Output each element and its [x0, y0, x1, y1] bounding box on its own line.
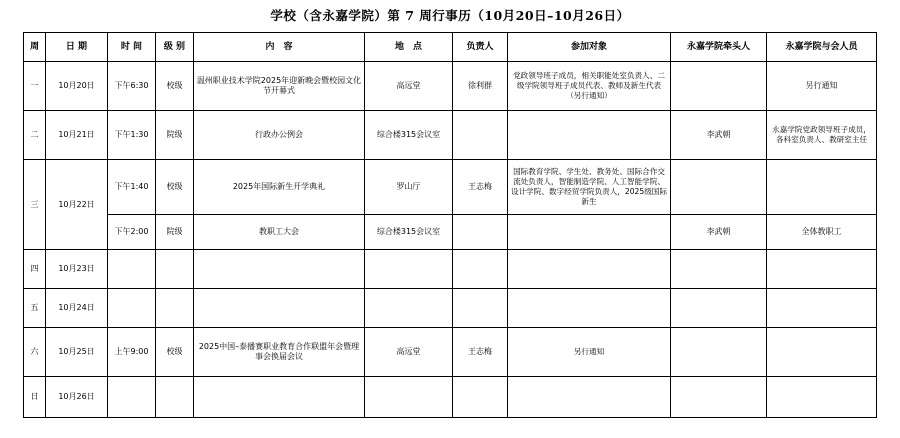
- yj-lead-cell: [671, 250, 767, 289]
- schedule-table: [23, 32, 877, 418]
- time-cell: 下午1:40: [108, 160, 156, 215]
- yj-members-cell: [767, 160, 877, 215]
- yj-members-cell: [767, 250, 877, 289]
- header-yj-lead: 永嘉学院牵头人: [671, 33, 767, 62]
- week-cell: 五: [24, 289, 46, 328]
- time-cell: [108, 289, 156, 328]
- place-cell: 综合楼315会议室: [365, 111, 453, 160]
- header-level: 级 别: [156, 33, 194, 62]
- table-row: [24, 215, 877, 250]
- owner-cell: [453, 289, 508, 328]
- week-cell: 六: [24, 328, 46, 377]
- date-cell: 10月24日: [46, 289, 108, 328]
- level-cell: 校级: [156, 328, 194, 377]
- page-title: 学校（含永嘉学院）第 7 周行事历（10月20日–10月26日）: [270, 8, 630, 23]
- yj-members-cell: [767, 377, 877, 418]
- level-cell: 院级: [156, 111, 194, 160]
- attendees-cell: 另行通知: [508, 328, 671, 377]
- level-cell: [156, 250, 194, 289]
- yj-members-cell: 永嘉学院党政领导班子成员，各科室负责人、教研室主任: [767, 111, 877, 160]
- level-cell: 院级: [156, 215, 194, 250]
- week-cell: 日: [24, 377, 46, 418]
- yj-lead-cell: [671, 289, 767, 328]
- header-owner: 负责人: [453, 33, 508, 62]
- content-cell: [194, 250, 365, 289]
- place-cell: [365, 289, 453, 328]
- table-row: [24, 111, 877, 160]
- time-cell: 下午2:00: [108, 215, 156, 250]
- yj-members-cell: [767, 328, 877, 377]
- table-row: [24, 160, 877, 215]
- yj-lead-cell: [671, 377, 767, 418]
- yj-members-cell: 另行通知: [767, 62, 877, 111]
- date-cell: 10月22日: [46, 160, 108, 250]
- header-attendees: 参加对象: [508, 33, 671, 62]
- owner-cell: [453, 111, 508, 160]
- content-cell: 行政办公例会: [194, 111, 365, 160]
- date-cell: 10月20日: [46, 62, 108, 111]
- yj-lead-cell: 李武朝: [671, 111, 767, 160]
- content-cell: 2025中国–泰播赛职业教育合作联盟年会暨理事会换届会议: [194, 328, 365, 377]
- table-row: [24, 289, 877, 328]
- attendees-cell: [508, 289, 671, 328]
- date-cell: 10月23日: [46, 250, 108, 289]
- owner-cell: [453, 377, 508, 418]
- attendees-cell: 国际教育学院、学生处、教务处、国际合作交流处负责人，智能制造学院、人工智能学院、设计学院、数字经贸学院负责人，2025级国际新生: [508, 160, 671, 215]
- attendees-cell: [508, 111, 671, 160]
- header-place: 地 点: [365, 33, 453, 62]
- content-cell: [194, 289, 365, 328]
- table-row: [24, 250, 877, 289]
- owner-cell: 王志梅: [453, 160, 508, 215]
- header-time: 时 间: [108, 33, 156, 62]
- place-cell: [365, 377, 453, 418]
- table-row: [24, 62, 877, 111]
- week-cell: 四: [24, 250, 46, 289]
- header-content: 内 容: [194, 33, 365, 62]
- attendees-cell: 党政领导班子成员，相关职能处室负责人、二级学院领导班子成员代表、教师及新生代表（另行通知）: [508, 62, 671, 111]
- place-cell: 高远堂: [365, 62, 453, 111]
- header-date: 日 期: [46, 33, 108, 62]
- place-cell: 高远堂: [365, 328, 453, 377]
- attendees-cell: [508, 250, 671, 289]
- yj-lead-cell: [671, 160, 767, 215]
- time-cell: 下午1:30: [108, 111, 156, 160]
- header-week: 周: [24, 33, 46, 62]
- time-cell: 下午6:30: [108, 62, 156, 111]
- header-yj-members: 永嘉学院与会人员: [767, 33, 877, 62]
- week-cell: 三: [24, 160, 46, 250]
- table-row: [24, 377, 877, 418]
- date-cell: 10月21日: [46, 111, 108, 160]
- yj-lead-cell: [671, 62, 767, 111]
- owner-cell: 王志梅: [453, 328, 508, 377]
- place-cell: 综合楼315会议室: [365, 215, 453, 250]
- owner-cell: [453, 215, 508, 250]
- level-cell: [156, 377, 194, 418]
- date-cell: 10月25日: [46, 328, 108, 377]
- yj-lead-cell: [671, 328, 767, 377]
- content-cell: 2025年国际新生开学典礼: [194, 160, 365, 215]
- owner-cell: [453, 250, 508, 289]
- week-cell: 一: [24, 62, 46, 111]
- attendees-cell: [508, 215, 671, 250]
- week-cell: 二: [24, 111, 46, 160]
- owner-cell: 徐利群: [453, 62, 508, 111]
- yj-lead-cell: 李武朝: [671, 215, 767, 250]
- table-row: [24, 328, 877, 377]
- time-cell: [108, 377, 156, 418]
- level-cell: 校级: [156, 62, 194, 111]
- attendees-cell: [508, 377, 671, 418]
- place-cell: [365, 250, 453, 289]
- content-cell: [194, 377, 365, 418]
- level-cell: 校级: [156, 160, 194, 215]
- time-cell: 上午9:00: [108, 328, 156, 377]
- time-cell: [108, 250, 156, 289]
- yj-members-cell: [767, 289, 877, 328]
- place-cell: 罗山厅: [365, 160, 453, 215]
- content-cell: 教职工大会: [194, 215, 365, 250]
- yj-members-cell: 全体教职工: [767, 215, 877, 250]
- header-row: [24, 33, 877, 62]
- level-cell: [156, 289, 194, 328]
- date-cell: 10月26日: [46, 377, 108, 418]
- content-cell: 温州职业技术学院2025年迎新晚会暨校园文化节开幕式: [194, 62, 365, 111]
